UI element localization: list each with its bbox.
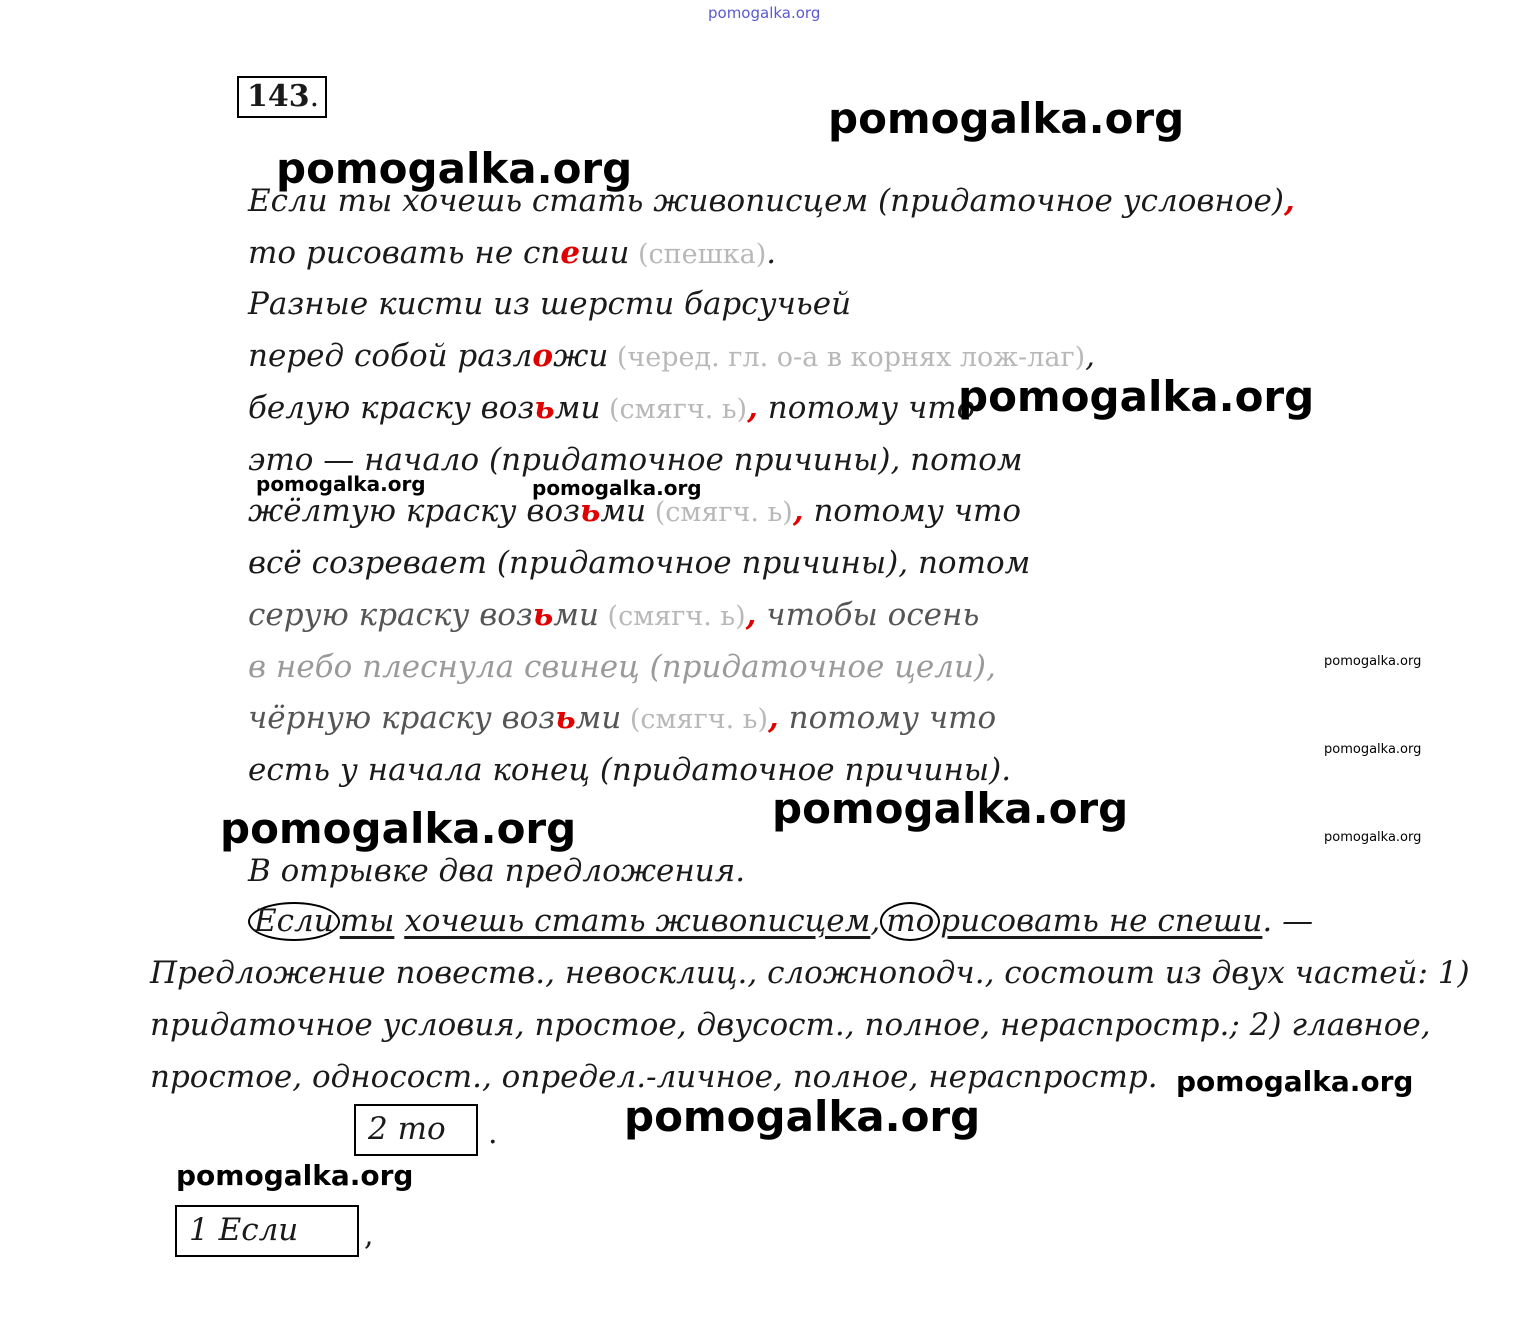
poem-text: ми xyxy=(600,493,647,529)
parsed-sentence xyxy=(248,903,1314,939)
watermark: pomogalka.org xyxy=(1324,654,1422,669)
poem-line xyxy=(248,286,852,322)
poem-text: , xyxy=(1085,338,1096,374)
predicate-underlined: хочешь стать живописцем xyxy=(404,903,871,939)
watermark: pomogalka.org xyxy=(176,1159,414,1192)
watermark: pomogalka.org xyxy=(532,476,702,500)
poem-text: всё созревает (придаточное причины), потом xyxy=(248,545,1031,581)
poem-text: ши xyxy=(580,235,630,271)
highlighted-letter: , xyxy=(1283,183,1295,219)
highlighted-letter: о xyxy=(532,338,554,374)
watermark: pomogalka.org xyxy=(276,144,633,193)
scheme-box-main-punct: . xyxy=(488,1116,498,1151)
scheme-box-subordinate-punct: , xyxy=(364,1218,374,1253)
poem-text: ми xyxy=(575,700,622,736)
exercise-number-dot: . xyxy=(309,79,320,114)
poem-line xyxy=(248,597,980,633)
poem-text: в небо плеснула свинец (придаточное цели), xyxy=(248,649,996,685)
poem-text: жи xyxy=(553,338,609,374)
poem-text: серую краску воз xyxy=(248,597,533,633)
sentence-comma: , xyxy=(870,903,881,939)
watermark: pomogalka.org xyxy=(256,472,426,496)
watermark: pomogalka.org xyxy=(1324,742,1422,757)
poem-line xyxy=(248,700,997,736)
spelling-note: (смягч. ь) xyxy=(600,394,748,425)
watermark: pomogalka.org xyxy=(220,804,577,853)
poem-text: потому что xyxy=(803,493,1022,529)
poem-text: перед собой разл xyxy=(248,338,533,374)
watermark: pomogalka.org xyxy=(772,784,1129,833)
subject-underlined: ты xyxy=(339,903,395,939)
watermark: pomogalka.org xyxy=(1176,1065,1414,1098)
watermark: pomogalka.org xyxy=(624,1092,981,1141)
highlighted-letter: , xyxy=(745,597,757,633)
poem-line xyxy=(248,649,996,685)
sentence-tail: . — xyxy=(1262,903,1314,939)
scheme-box-subordinate: 1 Если xyxy=(175,1205,359,1257)
poem-text: ми xyxy=(553,597,599,633)
poem-text: есть у начала конец (придаточное причины). xyxy=(248,752,1012,788)
highlighted-letter: ь xyxy=(532,597,554,633)
poem-text: ми xyxy=(554,390,601,426)
poem-line xyxy=(248,545,1031,581)
exercise-number-box xyxy=(237,76,327,118)
poem-text: то рисовать не сп xyxy=(248,235,561,271)
highlighted-letter: , xyxy=(747,390,758,426)
analysis-intro: В отрывке два предложения. xyxy=(248,853,746,889)
highlighted-letter: ь xyxy=(580,493,601,529)
highlighted-letter: ь xyxy=(555,700,576,736)
highlighted-letter: ь xyxy=(534,390,555,426)
watermark: pomogalka.org xyxy=(958,372,1315,421)
poem-text: чёрную краску воз xyxy=(248,700,556,736)
poem-text: Разные кисти из шерсти барсучьей xyxy=(248,286,852,322)
poem-line xyxy=(248,235,777,271)
highlighted-letter: е xyxy=(560,235,581,271)
poem-line xyxy=(248,390,976,426)
exercise-number: 143 xyxy=(247,79,310,114)
circled-word-to: то xyxy=(880,902,940,941)
spelling-note: (спешка) xyxy=(629,239,767,270)
poem-text: потому что xyxy=(757,390,976,426)
spelling-note: (смягч. ь) xyxy=(598,601,746,632)
watermark: pomogalka.org xyxy=(1324,830,1422,845)
poem-text: это — начало (придаточное причины), потом xyxy=(248,442,1023,478)
poem-line xyxy=(248,338,1096,374)
description-line: Предложение повеств., невосклиц., сложноподч., состоит из двух частей: 1) xyxy=(150,955,1470,991)
spelling-note: (смягч. ь) xyxy=(621,704,768,735)
description-line: придаточное условия, простое, двусост., полное, нераспростр.; 2) главное, xyxy=(150,1007,1431,1043)
circled-conjunction-esli: Если xyxy=(248,902,340,941)
poem-text: белую краску воз xyxy=(248,390,535,426)
top-watermark: pomogalka.org xyxy=(708,4,821,22)
poem-line xyxy=(248,493,1022,529)
spelling-note: (смягч. ь) xyxy=(646,497,793,528)
poem-text: жёлтую краску воз xyxy=(248,493,581,529)
poem-text: чтобы осень xyxy=(756,597,980,633)
poem-text: Если ты хочешь стать живописцем (придаточное условное) xyxy=(248,183,1284,219)
watermark: pomogalka.org xyxy=(828,94,1185,143)
spelling-note: (черед. гл. о-а в корнях лож-лаг) xyxy=(608,342,1086,373)
poem-text: потому что xyxy=(778,700,997,736)
main-clause-underlined: рисовать не спеши xyxy=(940,903,1263,939)
highlighted-letter: , xyxy=(767,700,779,736)
poem-text: . xyxy=(766,235,777,271)
description-line: простое, односост., определ.-личное, полное, нераспростр. xyxy=(150,1059,1158,1095)
scheme-box-main: 2 то xyxy=(354,1104,478,1156)
poem-line xyxy=(248,752,1012,788)
highlighted-letter: , xyxy=(792,493,804,529)
